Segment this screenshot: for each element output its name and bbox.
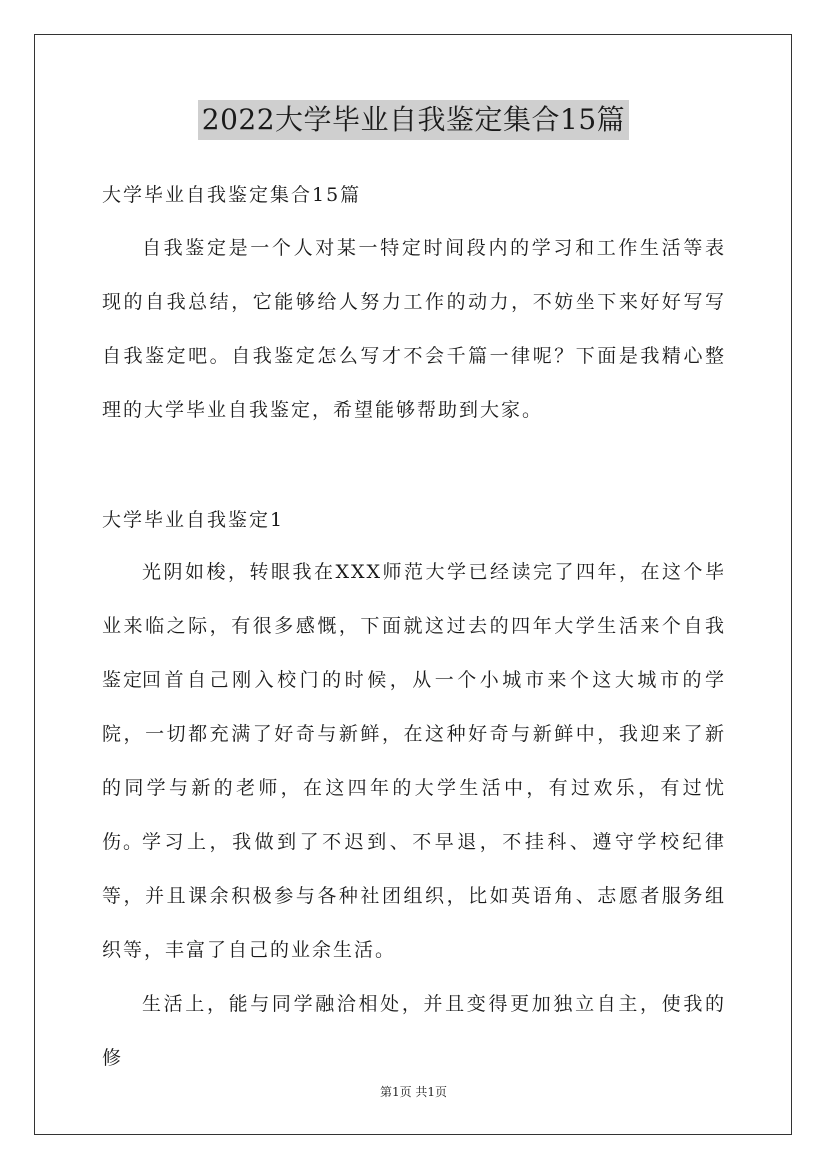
page-number-footer: 第1页 共1页 — [379, 1085, 448, 1099]
intro-paragraph: 自我鉴定是一个人对某一特定时间段内的学习和工作生活等表现的自我总结，它能够给人努力工作的动力，不妨坐下来好好写写自我鉴定吧。自我鉴定怎么写才不会千篇一律呢？下面是我精心整理的大学毕业自我鉴定，希望能够帮助到大家。 — [102, 237, 726, 421]
body-paragraph-4: 生活上，能与同学融洽相处，并且变得更加独立自主，使我的修 — [102, 993, 726, 1069]
document-title: 2022大学毕业自我鉴定集合15篇 — [198, 100, 629, 140]
title-container — [0, 100, 827, 140]
section-heading: 大学毕业自我鉴定1 — [102, 509, 285, 531]
body-paragraph-3: 学习上，我做到了不迟到、不早退，不挂科、遵守学校纪律等，并且课余积极参与各种社团组织，比如英语角、志愿者服务组织等，丰富了自己的业余生活。 — [102, 831, 726, 961]
body-paragraph-1: 光阴如梭，转眼我在XXX师范大学已经读完了四年，在这个毕业来临之际，有很多感慨，下面就这过去的四年大学生活来个自我鉴定 — [102, 561, 726, 691]
document-subtitle: 大学毕业自我鉴定集合15篇 — [102, 184, 362, 206]
body-paragraph-2: 回首自己刚入校门的时候，从一个小城市来个这大城市的学院，一切都充满了好奇与新鲜，在这种好奇与新鲜中，我迎来了新的同学与新的老师，在这四年的大学生活中，有过欢乐，有过忧伤。 — [102, 669, 726, 853]
